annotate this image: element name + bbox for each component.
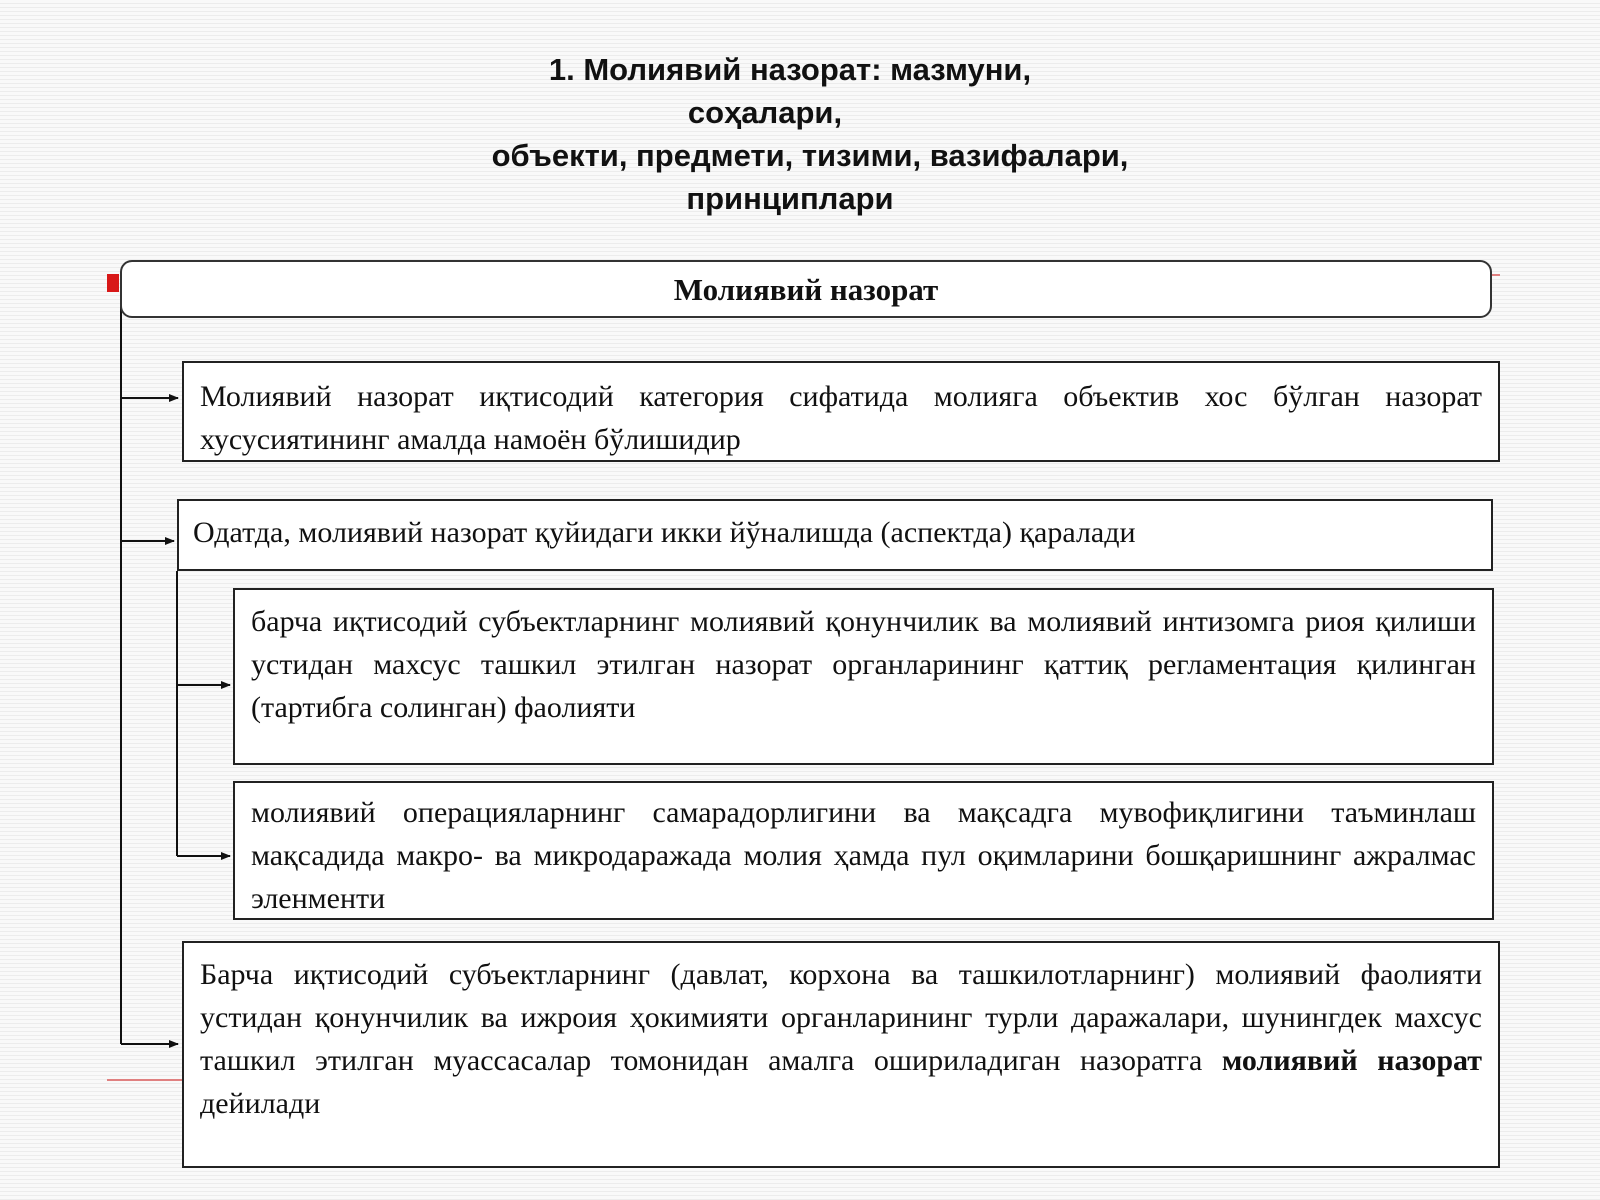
aspects-intro-text: Одатда, молиявий назорат қуйидаги икки йўналишда (аспектда) қаралади [193, 516, 1136, 549]
definition-box-category [182, 361, 1500, 462]
aspect-box-regulated-activity-text: барча иқтисодий субъектларнинг молиявий қонунчилик ва молиявий интизомга риоя қилиши устидан махсус ташкил этилган назорат органларининг қаттиқ регламентация қилинган (тартибга солинган) фаолияти [251, 605, 1476, 724]
title-line-4: принциплари [686, 181, 894, 216]
diagram-header-label: Молиявий назорат [673, 271, 939, 307]
definition-box-summary-text [200, 953, 1482, 1125]
summary-text-part-2: дейилади [200, 1087, 321, 1120]
aspect-box-management-element-text: молиявий операцияларнинг самарадорлигини ва мақсадга мувофиқлигини таъминлаш мақсадида макро- ва микродаражада молия ҳамда пул оқимларини бошқаришнинг ажралмас эленменти [251, 796, 1476, 915]
definition-box-summary [182, 941, 1500, 1168]
summary-text-bold-term: молиявий назорат [1221, 1044, 1482, 1077]
aspect-box-regulated-activity [233, 588, 1494, 765]
summary-text-part-1: Барча иқтисодий субъектларнинг (давлат, корхона ва ташкилотларнинг) молиявий фаолияти устидан қонунчилик ва ижроия ҳокимияти органларининг турли даражалари, шунингдек махсус ташкил этилган муассасалар томонидан амалга ошириладиган назоратга [200, 958, 1482, 1077]
definition-box-category-text: Молиявий назорат иқтисодий категория сифатида молияга объектив хос бўлган назорат хусусиятининг амалда намоён бўлишидир [200, 380, 1482, 456]
aspects-intro-box [177, 499, 1493, 571]
title-line-2: соҳалари, [687, 95, 843, 130]
diagram-header-box [120, 260, 1492, 318]
title-line-1: 1. Молиявий назорат: мазмуни, [548, 52, 1032, 87]
title-line-3: объекти, предмети, тизими, вазифалари, [491, 138, 1129, 173]
aspect-box-management-element [233, 781, 1494, 920]
